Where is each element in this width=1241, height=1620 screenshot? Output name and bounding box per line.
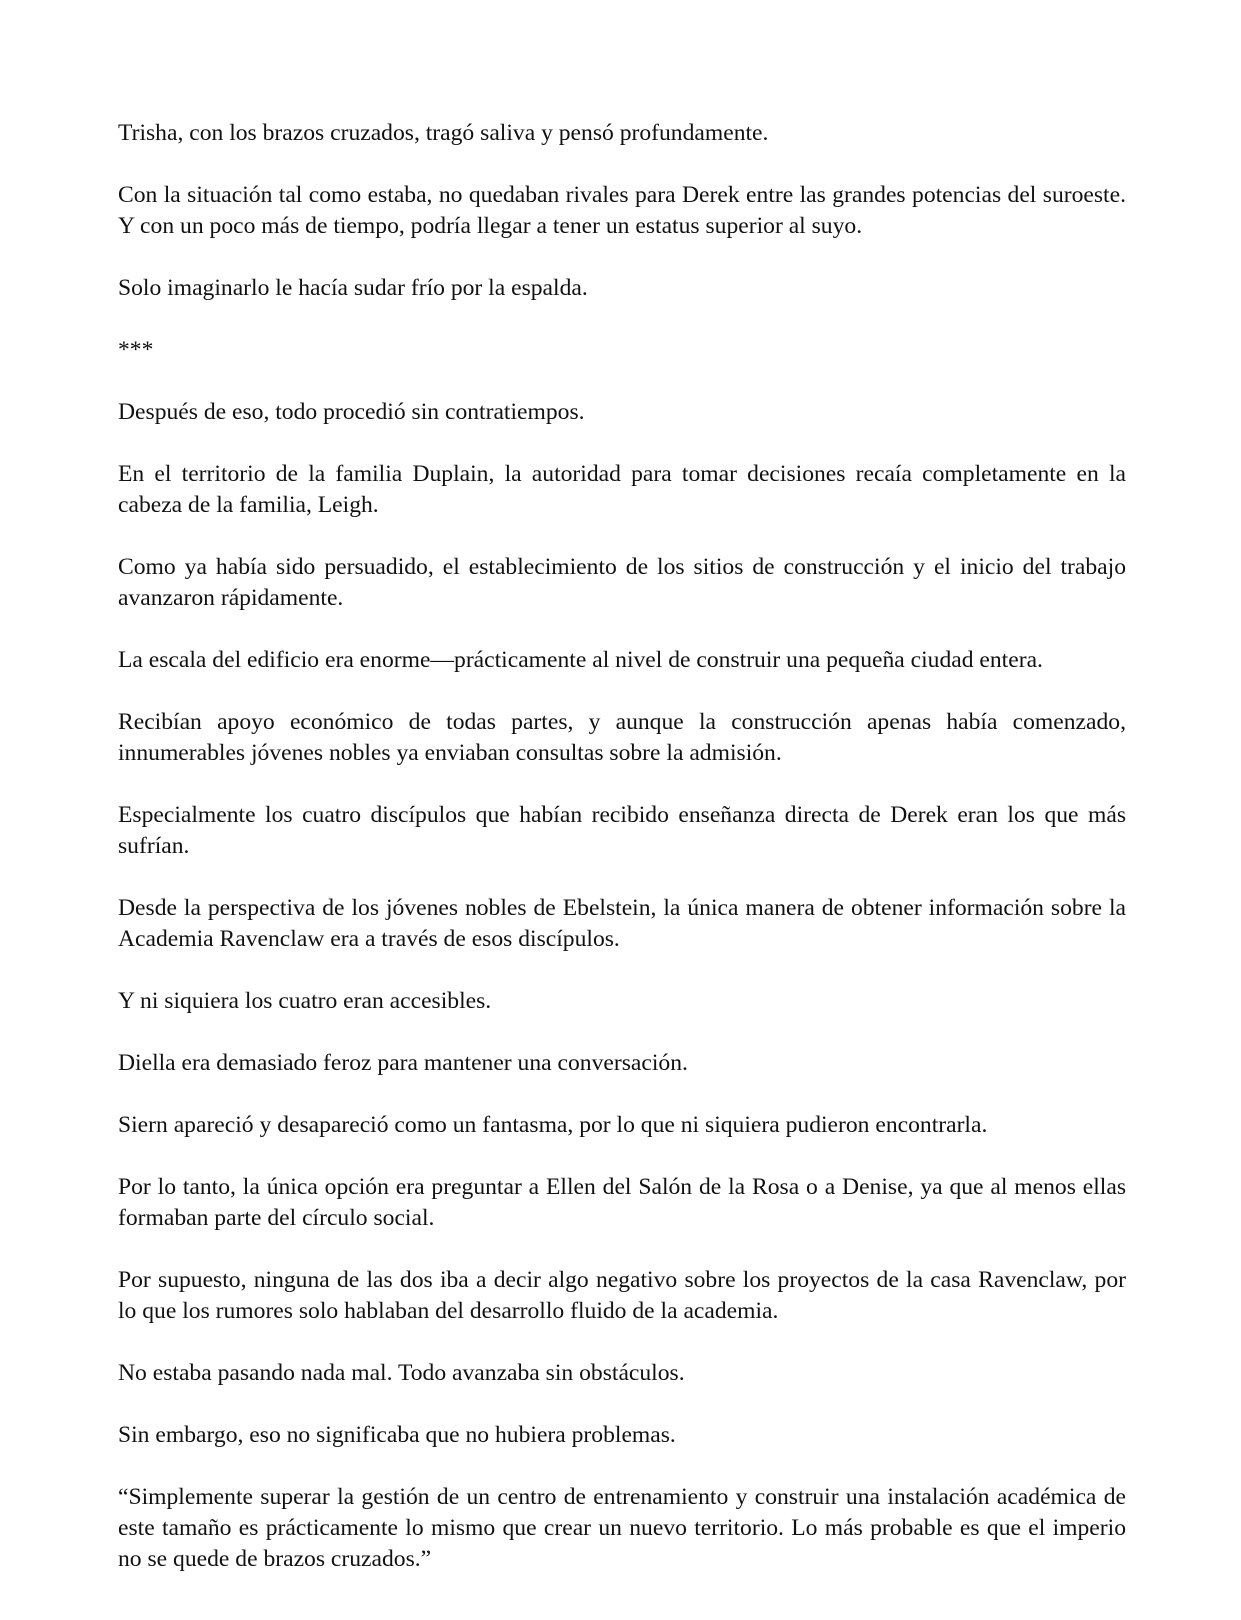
paragraph-19: “Simplemente superar la gestión de un centro de entrenamiento y construir una instalación académica de este tamaño es prácticamente lo mismo que crear un nuevo territorio. Lo más probable es que el imperio no se quede de brazos cruzados.” [118, 1484, 1126, 1572]
paragraph-9: Recibían apoyo económico de todas partes, y aunque la construcción apenas había comenzado, innumerables jóvenes nobles ya enviaban consultas sobre la admisión. [118, 709, 1126, 766]
paragraph-12: Y ni siquiera los cuatro eran accesibles. [118, 988, 492, 1014]
paragraph-6: En el territorio de la familia Duplain, la autoridad para tomar decisiones recaía completamente en la cabeza de la familia, Leigh. [118, 461, 1126, 518]
paragraph-5: Después de eso, todo procedió sin contratiempos. [118, 399, 585, 425]
paragraph-2: Con la situación tal como estaba, no quedaban rivales para Derek entre las grandes potencias del suroeste. Y con un poco más de tiempo, podría llegar a tener un estatus superior al suyo. [118, 182, 1126, 239]
paragraph-11: Desde la perspectiva de los jóvenes nobles de Ebelstein, la única manera de obtener información sobre la Academia Ravenclaw era a través de esos discípulos. [118, 895, 1126, 952]
paragraph-1: Trisha, con los brazos cruzados, tragó saliva y pensó profundamente. [118, 120, 769, 146]
body-text [118, 118, 1126, 1575]
paragraph-18: Sin embargo, eso no significaba que no hubiera problemas. [118, 1422, 676, 1448]
paragraph-8: La escala del edificio era enorme—prácticamente al nivel de construir una pequeña ciudad entera. [118, 647, 1043, 673]
paragraph-17: No estaba pasando nada mal. Todo avanzaba sin obstáculos. [118, 1360, 685, 1386]
paragraph-10: Especialmente los cuatro discípulos que habían recibido enseñanza directa de Derek eran los que más sufrían. [118, 802, 1126, 859]
paragraph-3: Solo imaginarlo le hacía sudar frío por la espalda. [118, 275, 588, 301]
scene-break: *** [118, 337, 154, 363]
paragraph-14: Siern apareció y desapareció como un fantasma, por lo que ni siquiera pudieron encontrarla. [118, 1112, 988, 1138]
paragraph-16: Por supuesto, ninguna de las dos iba a decir algo negativo sobre los proyectos de la casa Ravenclaw, por lo que los rumores solo hablaban del desarrollo fluido de la academia. [118, 1267, 1126, 1324]
paragraph-7: Como ya había sido persuadido, el establecimiento de los sitios de construcción y el inicio del trabajo avanzaron rápidamente. [118, 554, 1126, 611]
paragraph-15: Por lo tanto, la única opción era preguntar a Ellen del Salón de la Rosa o a Denise, ya que al menos ellas formaban parte del círculo social. [118, 1174, 1126, 1231]
paragraph-13: Diella era demasiado feroz para mantener una conversación. [118, 1050, 688, 1076]
